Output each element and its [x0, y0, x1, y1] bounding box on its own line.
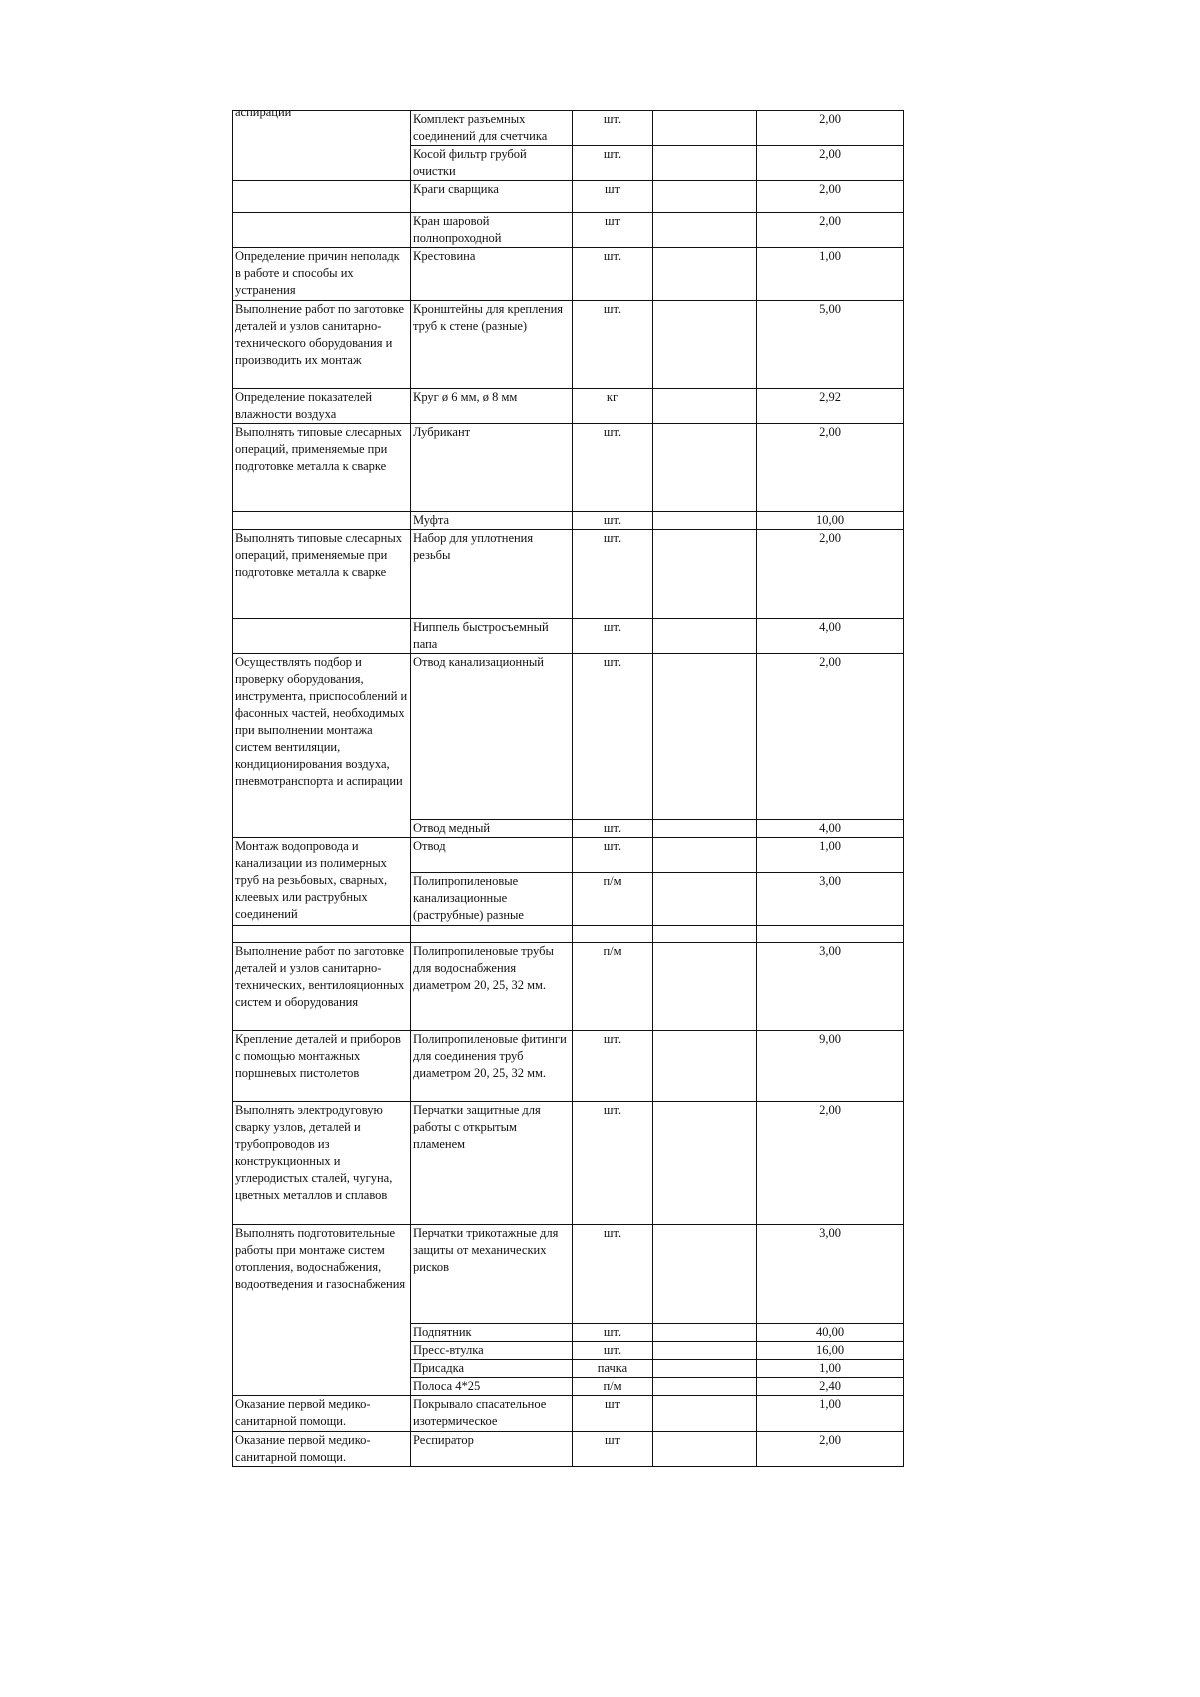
quantity-cell: 1,00	[757, 1360, 904, 1378]
item-name-cell: Ниппель быстросъемный папа	[411, 619, 573, 654]
quantity-cell: 3,00	[757, 873, 904, 926]
empty-cell	[653, 1360, 757, 1378]
item-name-cell: Перчатки защитные для работы с открытым пламенем	[411, 1102, 573, 1225]
empty-cell	[653, 873, 757, 926]
item-name-cell: Подпятник	[411, 1324, 573, 1342]
table-row	[233, 1102, 904, 1225]
empty-cell	[653, 301, 757, 389]
quantity-cell: 1,00	[757, 838, 904, 873]
table-row	[233, 619, 904, 654]
quantity-cell: 4,00	[757, 619, 904, 654]
item-name-cell: Полипропиленовые фитинги для соединения труб диаметром 20, 25, 32 мм.	[411, 1031, 573, 1102]
operation-cell	[233, 512, 411, 530]
unit-cell: кг	[573, 389, 653, 424]
table-row	[233, 838, 904, 873]
operation-cell: Оказание первой медико-санитарной помощи.	[233, 1396, 411, 1432]
operation-cell: Выполнение работ по заготовке деталей и узлов санитарно-технических, вентилояционных систем и оборудования	[233, 943, 411, 1031]
quantity-cell: 2,00	[757, 111, 904, 146]
empty-cell	[653, 1378, 757, 1396]
empty-cell	[653, 1324, 757, 1342]
empty-cell	[653, 943, 757, 1031]
operation-cell: Выполнение работ по заготовке деталей и узлов санитарно-технического оборудования и производить их монтаж	[233, 301, 411, 389]
table-row	[233, 943, 904, 1031]
quantity-cell: 16,00	[757, 1342, 904, 1360]
unit-cell: шт.	[573, 1102, 653, 1225]
quantity-cell: 2,00	[757, 530, 904, 619]
empty-cell	[653, 181, 757, 213]
operation-cell: Выполнять типовые слесарных операций, применяемые при подготовке металла к сварке	[233, 424, 411, 512]
operation-cell	[233, 181, 411, 213]
unit-cell: шт.	[573, 301, 653, 389]
item-name-cell: Пресс-втулка	[411, 1342, 573, 1360]
materials-table	[232, 105, 904, 1467]
operation-cell: Определение показателей влажности воздуха	[233, 389, 411, 424]
empty-cell	[653, 820, 757, 838]
quantity-cell	[757, 926, 904, 943]
unit-cell: шт.	[573, 1225, 653, 1324]
unit-cell: шт.	[573, 820, 653, 838]
operation-cell	[233, 105, 411, 181]
table-row	[233, 248, 904, 301]
unit-cell: шт	[573, 1432, 653, 1467]
table-row	[233, 530, 904, 619]
empty-cell	[653, 530, 757, 619]
quantity-cell: 40,00	[757, 1324, 904, 1342]
item-name-cell: Комплект разъемных соединений для счетчика	[411, 111, 573, 146]
unit-cell: шт	[573, 213, 653, 248]
unit-cell: пачка	[573, 1360, 653, 1378]
item-name-cell: Полипропиленовые канализационные (раструбные) разные	[411, 873, 573, 926]
empty-cell	[653, 1432, 757, 1467]
table-row	[233, 111, 904, 146]
quantity-cell: 2,00	[757, 424, 904, 512]
empty-cell	[653, 389, 757, 424]
table-row	[233, 1396, 904, 1432]
operation-text: аспирации	[235, 105, 292, 119]
empty-cell	[653, 926, 757, 943]
unit-cell	[573, 926, 653, 943]
quantity-cell: 4,00	[757, 820, 904, 838]
unit-cell: шт.	[573, 1324, 653, 1342]
item-name-cell: Кран шаровой полнопроходной	[411, 213, 573, 248]
quantity-cell: 2,00	[757, 1102, 904, 1225]
unit-cell: п/м	[573, 873, 653, 926]
table-row	[233, 1225, 904, 1324]
quantity-cell: 5,00	[757, 301, 904, 389]
unit-cell: шт.	[573, 654, 653, 820]
empty-cell	[653, 619, 757, 654]
unit-cell: шт.	[573, 530, 653, 619]
unit-cell: шт.	[573, 838, 653, 873]
unit-cell: шт	[573, 181, 653, 213]
operation-cell: Выполнять типовые слесарных операций, применяемые при подготовке металла к сварке	[233, 530, 411, 619]
quantity-cell: 1,00	[757, 1396, 904, 1432]
operation-cell: Монтаж водопровода и канализации из полимерных труб на резьбовых, сварных, клеевых или раструбных соединений	[233, 838, 411, 926]
item-name-cell: Отвод канализационный	[411, 654, 573, 820]
unit-cell: шт.	[573, 619, 653, 654]
quantity-cell: 2,00	[757, 213, 904, 248]
quantity-cell: 10,00	[757, 512, 904, 530]
item-name-cell: Отвод медный	[411, 820, 573, 838]
operation-cell: Оказание первой медико-санитарной помощи.	[233, 1432, 411, 1467]
table-row	[233, 1031, 904, 1102]
empty-cell	[653, 146, 757, 181]
empty-cell	[653, 1031, 757, 1102]
unit-cell: шт.	[573, 1342, 653, 1360]
unit-cell: шт.	[573, 111, 653, 146]
quantity-cell: 2,40	[757, 1378, 904, 1396]
item-name-cell: Полипропиленовые трубы для водоснабжения диаметром 20, 25, 32 мм.	[411, 943, 573, 1031]
item-name-cell: Респиратор	[411, 1432, 573, 1467]
quantity-cell: 2,00	[757, 181, 904, 213]
item-name-cell: Покрывало спасательное изотермическое	[411, 1396, 573, 1432]
operation-cell: Осуществлять подбор и проверку оборудования, инструмента, приспособлений и фасонных частей, необходимых при выполнении монтажа систем вентиляции, кондиционирования воздуха, пневмотранспорта и аспирации	[233, 654, 411, 838]
unit-cell: шт.	[573, 146, 653, 181]
table-row	[233, 389, 904, 424]
table-row	[233, 424, 904, 512]
unit-cell: шт.	[573, 512, 653, 530]
empty-cell	[653, 1102, 757, 1225]
quantity-cell: 2,92	[757, 389, 904, 424]
unit-cell: шт.	[573, 248, 653, 301]
empty-cell	[653, 654, 757, 820]
table-row	[233, 654, 904, 820]
item-name-cell: Кронштейны для крепления труб к стене (разные)	[411, 301, 573, 389]
item-name-cell: Отвод	[411, 838, 573, 873]
table-row	[233, 181, 904, 213]
table-row	[233, 1432, 904, 1467]
empty-cell	[653, 512, 757, 530]
unit-cell: шт.	[573, 424, 653, 512]
empty-cell	[653, 1225, 757, 1324]
quantity-cell: 3,00	[757, 943, 904, 1031]
empty-cell	[653, 1342, 757, 1360]
operation-cell: Выполнять подготовительные работы при монтаже систем отопления, водоснабжения, водоотведения и газоснабжения	[233, 1225, 411, 1396]
item-name-cell: Набор для уплотнения резьбы	[411, 530, 573, 619]
table-row	[233, 213, 904, 248]
empty-cell	[653, 213, 757, 248]
unit-cell: п/м	[573, 1378, 653, 1396]
empty-cell	[653, 248, 757, 301]
item-name-cell: Муфта	[411, 512, 573, 530]
item-name-cell: Косой фильтр грубой очистки	[411, 146, 573, 181]
quantity-cell: 9,00	[757, 1031, 904, 1102]
operation-cell	[233, 213, 411, 248]
quantity-cell: 1,00	[757, 248, 904, 301]
operation-cell: Определение причин неполадк в работе и способы их устранения	[233, 248, 411, 301]
operation-cell	[233, 926, 411, 943]
operation-cell	[233, 619, 411, 654]
item-name-cell	[411, 926, 573, 943]
unit-cell: шт	[573, 1396, 653, 1432]
item-name-cell: Лубрикант	[411, 424, 573, 512]
item-name-cell: Крестовина	[411, 248, 573, 301]
item-name-cell: Присадка	[411, 1360, 573, 1378]
item-name-cell: Перчатки трикотажные для защиты от механических рисков	[411, 1225, 573, 1324]
item-name-cell: Краги сварщика	[411, 181, 573, 213]
operation-cell: Крепление деталей и приборов с помощью монтажных поршневых пистолетов	[233, 1031, 411, 1102]
unit-cell: шт.	[573, 1031, 653, 1102]
item-name-cell: Круг ø 6 мм, ø 8 мм	[411, 389, 573, 424]
quantity-cell: 3,00	[757, 1225, 904, 1324]
table-row	[233, 301, 904, 389]
empty-cell	[653, 1396, 757, 1432]
empty-cell	[653, 111, 757, 146]
empty-cell	[653, 424, 757, 512]
quantity-cell: 2,00	[757, 146, 904, 181]
operation-cell: Выполнять электродуговую сварку узлов, деталей и трубопроводов из конструкционных и углеродистых сталей, чугуна, цветных металлов и сплавов	[233, 1102, 411, 1225]
unit-cell: п/м	[573, 943, 653, 1031]
item-name-cell: Полоса 4*25	[411, 1378, 573, 1396]
table-row	[233, 926, 904, 943]
table-row	[233, 512, 904, 530]
empty-cell	[653, 838, 757, 873]
quantity-cell: 2,00	[757, 1432, 904, 1467]
quantity-cell: 2,00	[757, 654, 904, 820]
